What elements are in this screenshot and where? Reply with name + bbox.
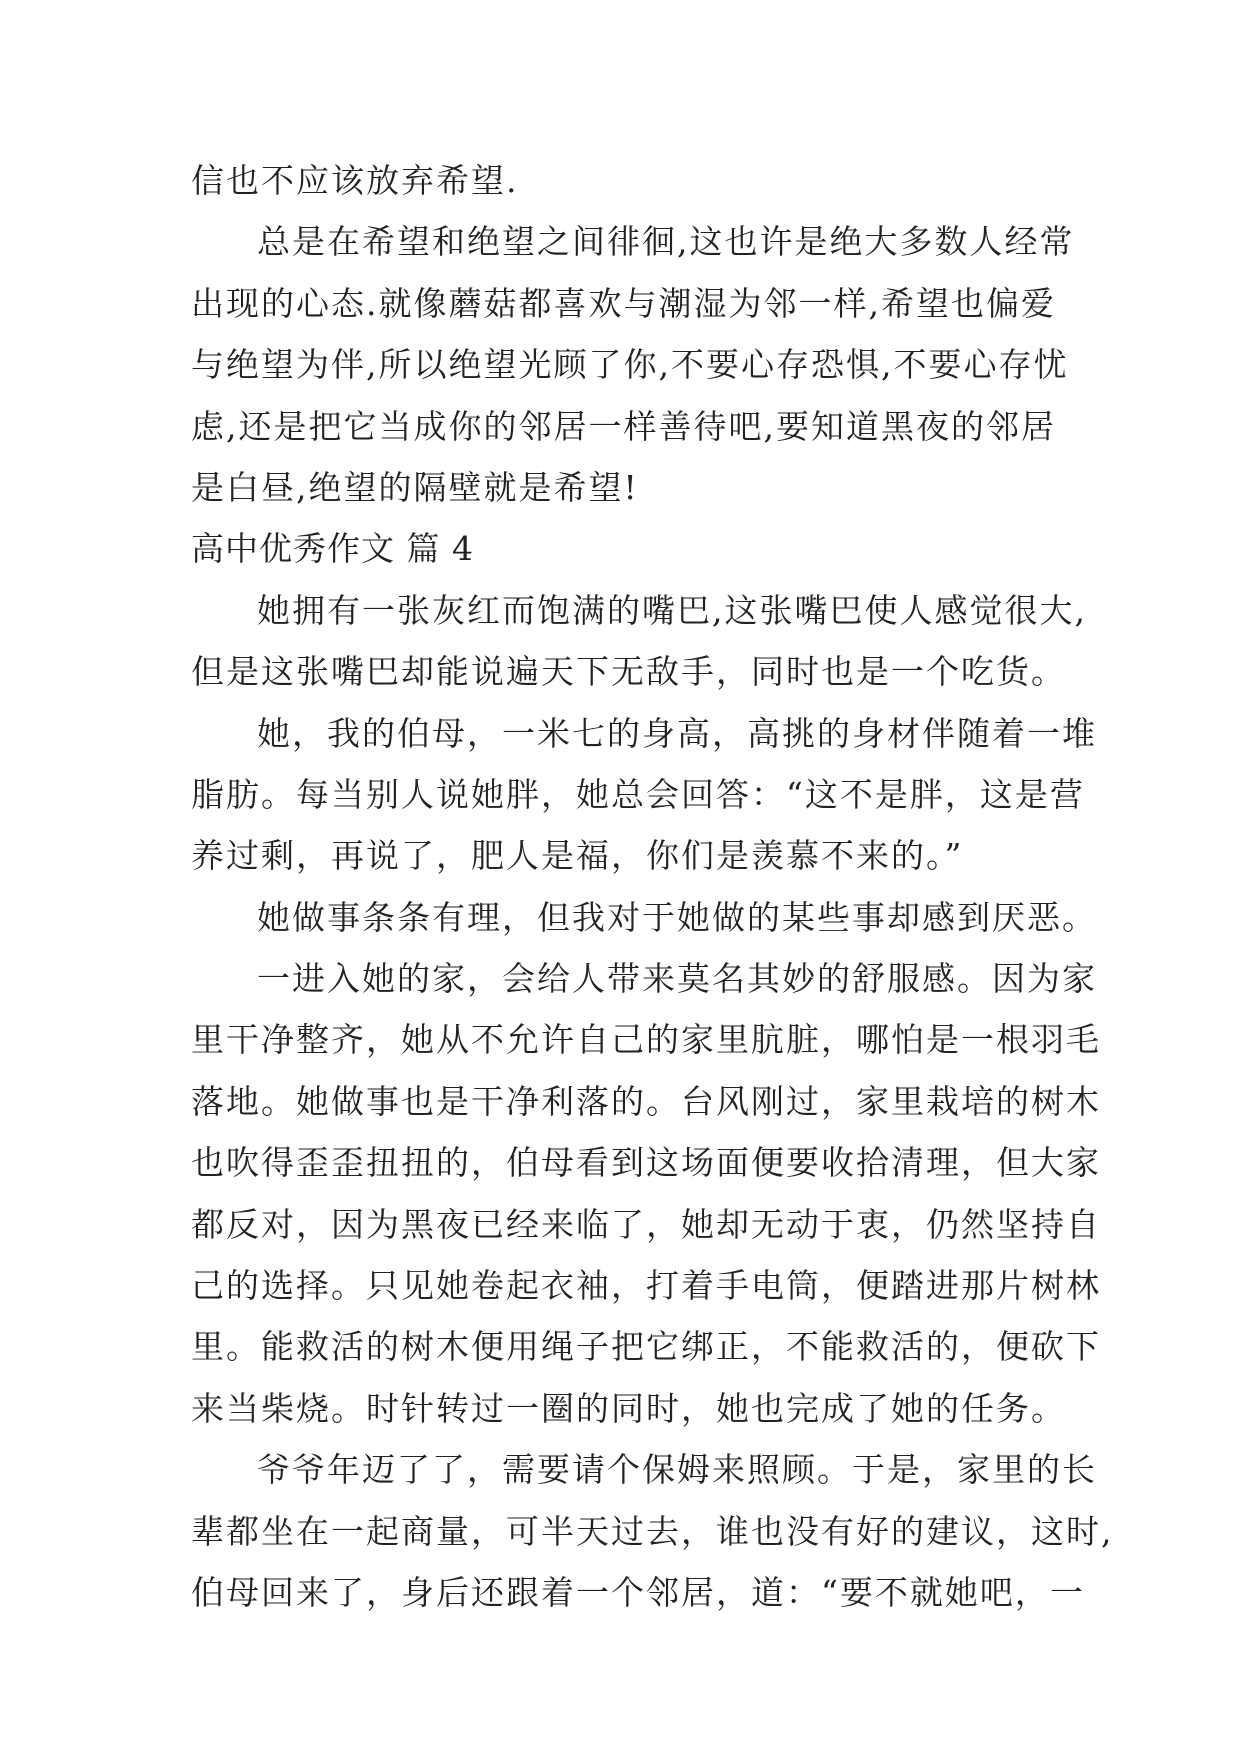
- text-line: 总是在希望和绝望之间徘徊,这也许是绝大多数人经常: [257, 222, 1075, 262]
- text-line: 也吹得歪歪扭扭的，伯母看到这场面便要收拾清理，但大家: [191, 1143, 1101, 1183]
- text-line: 她做事条条有理，但我对于她做的某些事却感到厌恶。: [257, 897, 1097, 937]
- text-line: 一进入她的家，会给人带来莫名其妙的舒服感。因为家: [257, 959, 1097, 999]
- text-line: 是白昼,绝望的隔壁就是希望!: [191, 467, 639, 507]
- text-line: 里。能救活的树木便用绳子把它绑正，不能救活的，便砍下: [191, 1327, 1101, 1367]
- text-line: 爷爷年迈了了，需要请个保姆来照顾。于是，家里的长: [257, 1450, 1097, 1490]
- text-line: 伯母回来了，身后还跟着一个邻居，道：“要不就她吧，一: [191, 1572, 1085, 1612]
- document-body: [191, 150, 1114, 1623]
- text-line: 养过剩，再说了，肥人是福，你们是羡慕不来的。”: [191, 836, 964, 876]
- text-line: 里干净整齐，她从不允许自己的家里肮脏，哪怕是一根羽毛: [191, 1020, 1101, 1060]
- text-line: 她拥有一张灰红而饱满的嘴巴,这张嘴巴使人感觉很大,: [257, 590, 1087, 630]
- text-line: 来当柴烧。时针转过一圈的同时，她也完成了她的任务。: [191, 1388, 1066, 1428]
- section-heading: 高中优秀作文 篇 4: [191, 529, 474, 569]
- text-line: 虑,还是把它当成你的邻居一样善待吧,要知道黑夜的邻居: [191, 406, 1056, 446]
- text-line: 但是这张嘴巴却能说遍天下无敌手，同时也是一个吃货。: [191, 652, 1066, 692]
- text-line: 出现的心态.就像蘑菇都喜欢与潮湿为邻一样,希望也偏爱: [191, 283, 1056, 323]
- text-line: 己的选择。只见她卷起衣袖，打着手电筒，便踏进那片树林: [191, 1266, 1101, 1306]
- text-line: 与绝望为伴,所以绝望光顾了你,不要心存恐惧,不要心存忧: [191, 345, 1069, 385]
- text-line: 信也不应该放弃希望.: [191, 161, 519, 200]
- text-line: 脂肪。每当别人说她胖，她总会回答：“这不是胖，这是营: [191, 774, 1085, 814]
- text-line: 辈都坐在一起商量，可半天过去，谁也没有好的建议，这时,: [191, 1511, 1114, 1551]
- text-line: 她，我的伯母，一米七的身高，高挑的身材伴随着一堆: [257, 713, 1097, 753]
- text-line: 落地。她做事也是干净利落的。台风刚过，家里栽培的树木: [191, 1081, 1101, 1121]
- text-line: 都反对，因为黑夜已经来临了，她却无动于衷，仍然坚持自: [191, 1204, 1101, 1244]
